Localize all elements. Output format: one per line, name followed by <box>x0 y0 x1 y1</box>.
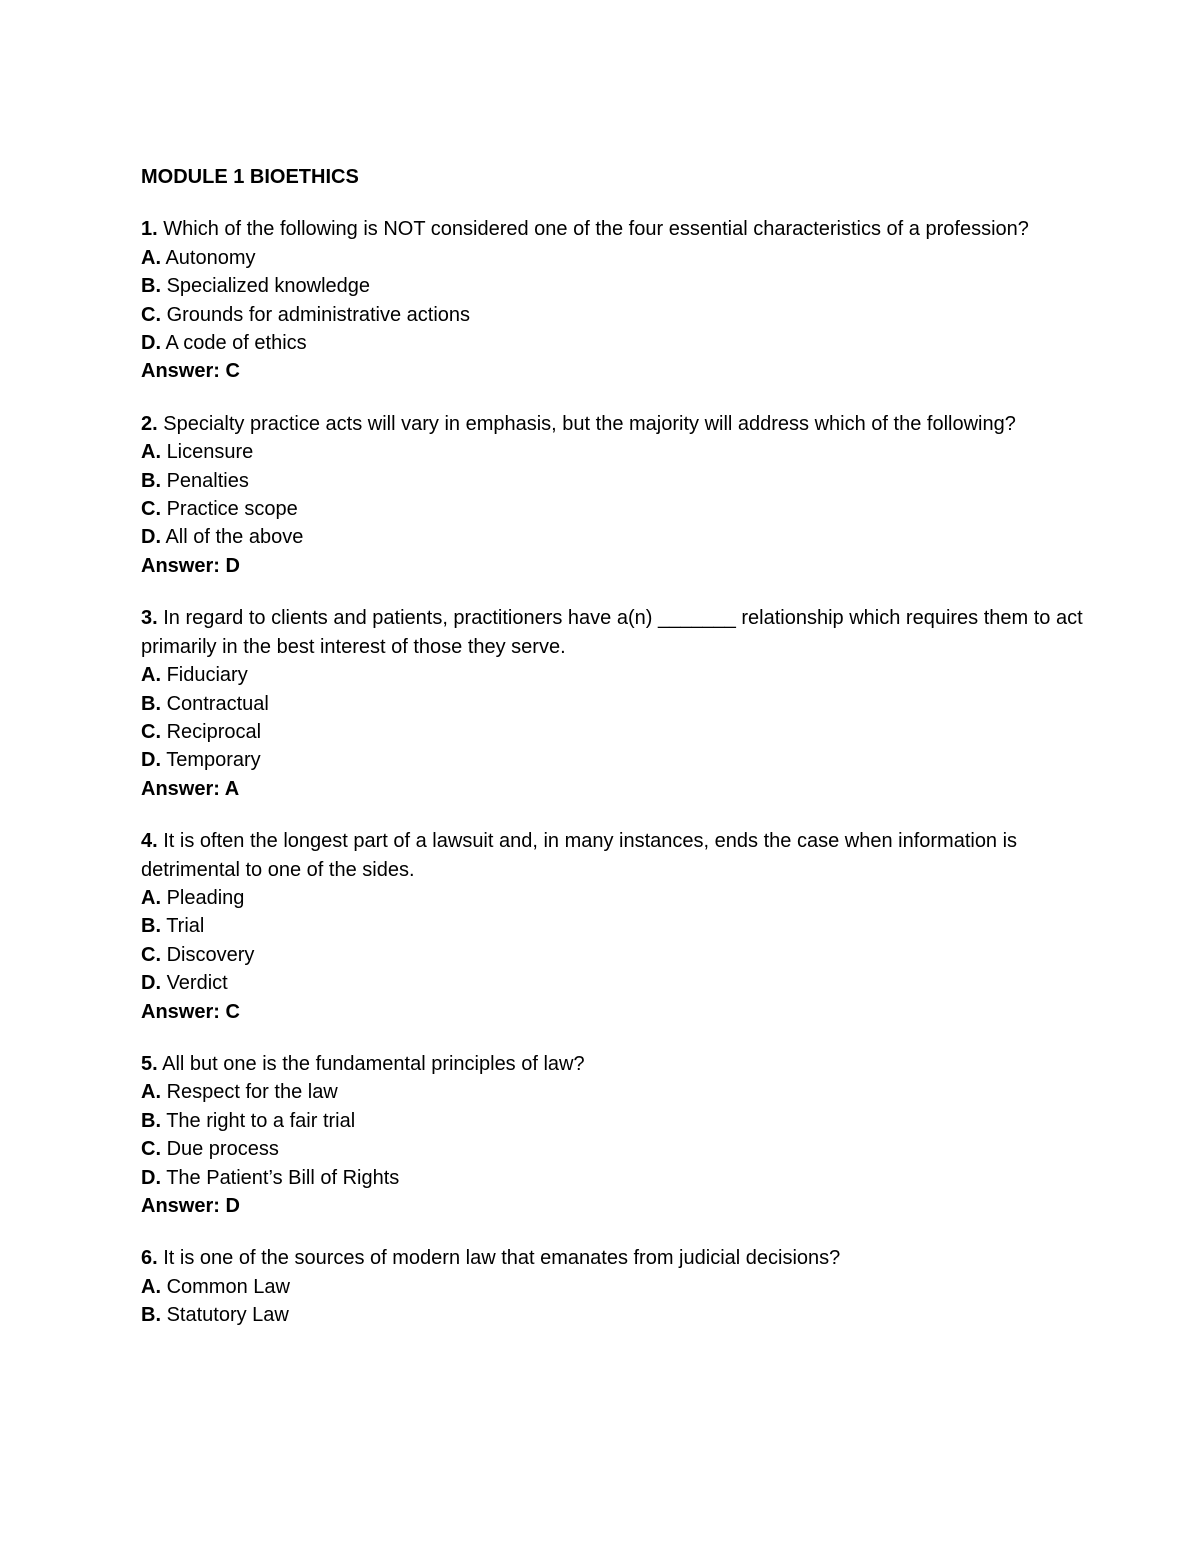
answer-line: Answer: A <box>141 777 240 800</box>
option-text: Pleading <box>166 886 245 909</box>
option-d <box>141 746 1101 774</box>
question-text <box>141 410 1101 438</box>
option-a <box>141 244 1101 272</box>
option-letter: A. <box>141 1081 161 1104</box>
question-1 <box>141 215 1101 385</box>
answer-line: Answer: C <box>141 360 240 383</box>
question-stem: Specialty practice acts will vary in emphasis, but the majority will address which of the following? <box>163 412 1016 435</box>
option-letter: C. <box>141 1138 161 1161</box>
option-d <box>141 969 1101 997</box>
option-text: Fiduciary <box>166 664 248 687</box>
question-text <box>141 1050 1101 1078</box>
option-b <box>141 912 1101 940</box>
option-text: Respect for the law <box>166 1081 338 1104</box>
document-page <box>141 163 1101 1354</box>
question-6 <box>141 1244 1101 1329</box>
question-stem: In regard to clients and patients, practitioners have a(n) _______ relationship which requires them to act primarily in the best interest of those they serve. <box>141 607 1083 658</box>
option-text: Autonomy <box>165 246 256 269</box>
option-letter: B. <box>141 1304 161 1327</box>
question-text <box>141 604 1101 661</box>
option-d <box>141 329 1101 357</box>
option-c <box>141 941 1101 969</box>
option-letter: B. <box>141 275 161 298</box>
option-letter: A. <box>141 246 161 269</box>
question-number: 1. <box>141 218 158 241</box>
question-2 <box>141 410 1101 580</box>
option-text: Specialized knowledge <box>166 275 371 298</box>
option-letter: D. <box>141 526 161 549</box>
question-number: 4. <box>141 830 158 853</box>
option-a <box>141 1273 1101 1301</box>
option-letter: A. <box>141 664 161 687</box>
document-title: MODULE 1 BIOETHICS <box>141 166 359 188</box>
question-number: 6. <box>141 1247 158 1270</box>
option-b <box>141 1107 1101 1135</box>
option-text: Contractual <box>166 692 269 715</box>
option-letter: B. <box>141 469 161 492</box>
option-letter: D. <box>141 332 161 355</box>
option-text: The Patient’s Bill of Rights <box>166 1166 400 1189</box>
question-number: 5. <box>141 1052 158 1075</box>
option-letter: C. <box>141 720 161 743</box>
option-letter: A. <box>141 1275 161 1298</box>
question-stem: All but one is the fundamental principles of law? <box>162 1052 585 1075</box>
option-d <box>141 523 1101 551</box>
option-letter: A. <box>141 886 161 909</box>
option-text: Reciprocal <box>166 720 262 743</box>
option-letter: C. <box>141 943 161 966</box>
option-c <box>141 495 1101 523</box>
option-letter: B. <box>141 915 161 938</box>
option-text: Discovery <box>166 943 255 966</box>
question-text <box>141 1244 1101 1272</box>
option-text: All of the above <box>165 526 304 549</box>
option-text: Common Law <box>166 1275 290 1298</box>
option-text: A code of ethics <box>165 332 307 355</box>
option-letter: B. <box>141 692 161 715</box>
option-letter: C. <box>141 498 161 521</box>
question-4 <box>141 827 1101 1026</box>
question-number: 2. <box>141 412 158 435</box>
option-a <box>141 438 1101 466</box>
question-stem: It is one of the sources of modern law that emanates from judicial decisions? <box>163 1247 841 1270</box>
option-letter: A. <box>141 441 161 464</box>
option-c <box>141 301 1101 329</box>
option-d <box>141 1164 1101 1192</box>
option-text: Practice scope <box>166 498 298 521</box>
answer-line: Answer: D <box>141 1195 240 1217</box>
option-text: Due process <box>166 1138 279 1161</box>
option-letter: C. <box>141 303 161 326</box>
option-b <box>141 272 1101 300</box>
answer-line: Answer: D <box>141 554 240 577</box>
option-a <box>141 1078 1101 1106</box>
option-text: Penalties <box>166 469 249 492</box>
question-stem: It is often the longest part of a lawsuit and, in many instances, ends the case when information is detrimental to one of the sides. <box>141 830 1018 881</box>
option-text: Temporary <box>166 749 261 772</box>
option-text: Grounds for administrative actions <box>166 303 471 326</box>
question-5 <box>141 1050 1101 1220</box>
option-b <box>141 1301 1101 1329</box>
option-letter: D. <box>141 1166 161 1189</box>
question-text <box>141 827 1101 884</box>
option-text: Verdict <box>166 972 228 995</box>
option-letter: B. <box>141 1109 161 1132</box>
option-a <box>141 884 1101 912</box>
option-c <box>141 718 1101 746</box>
option-c <box>141 1135 1101 1163</box>
question-number: 3. <box>141 607 158 630</box>
option-letter: D. <box>141 972 161 995</box>
option-text: Statutory Law <box>166 1304 289 1327</box>
answer-line: Answer: C <box>141 1000 240 1023</box>
option-b <box>141 690 1101 718</box>
question-stem: Which of the following is NOT considered one of the four essential characteristics of a profession? <box>163 218 1029 241</box>
option-b <box>141 467 1101 495</box>
option-a <box>141 661 1101 689</box>
question-text <box>141 215 1101 243</box>
option-text: Licensure <box>166 441 254 464</box>
question-3 <box>141 604 1101 803</box>
option-letter: D. <box>141 749 161 772</box>
option-text: The right to a fair trial <box>166 1109 356 1132</box>
option-text: Trial <box>166 915 205 938</box>
